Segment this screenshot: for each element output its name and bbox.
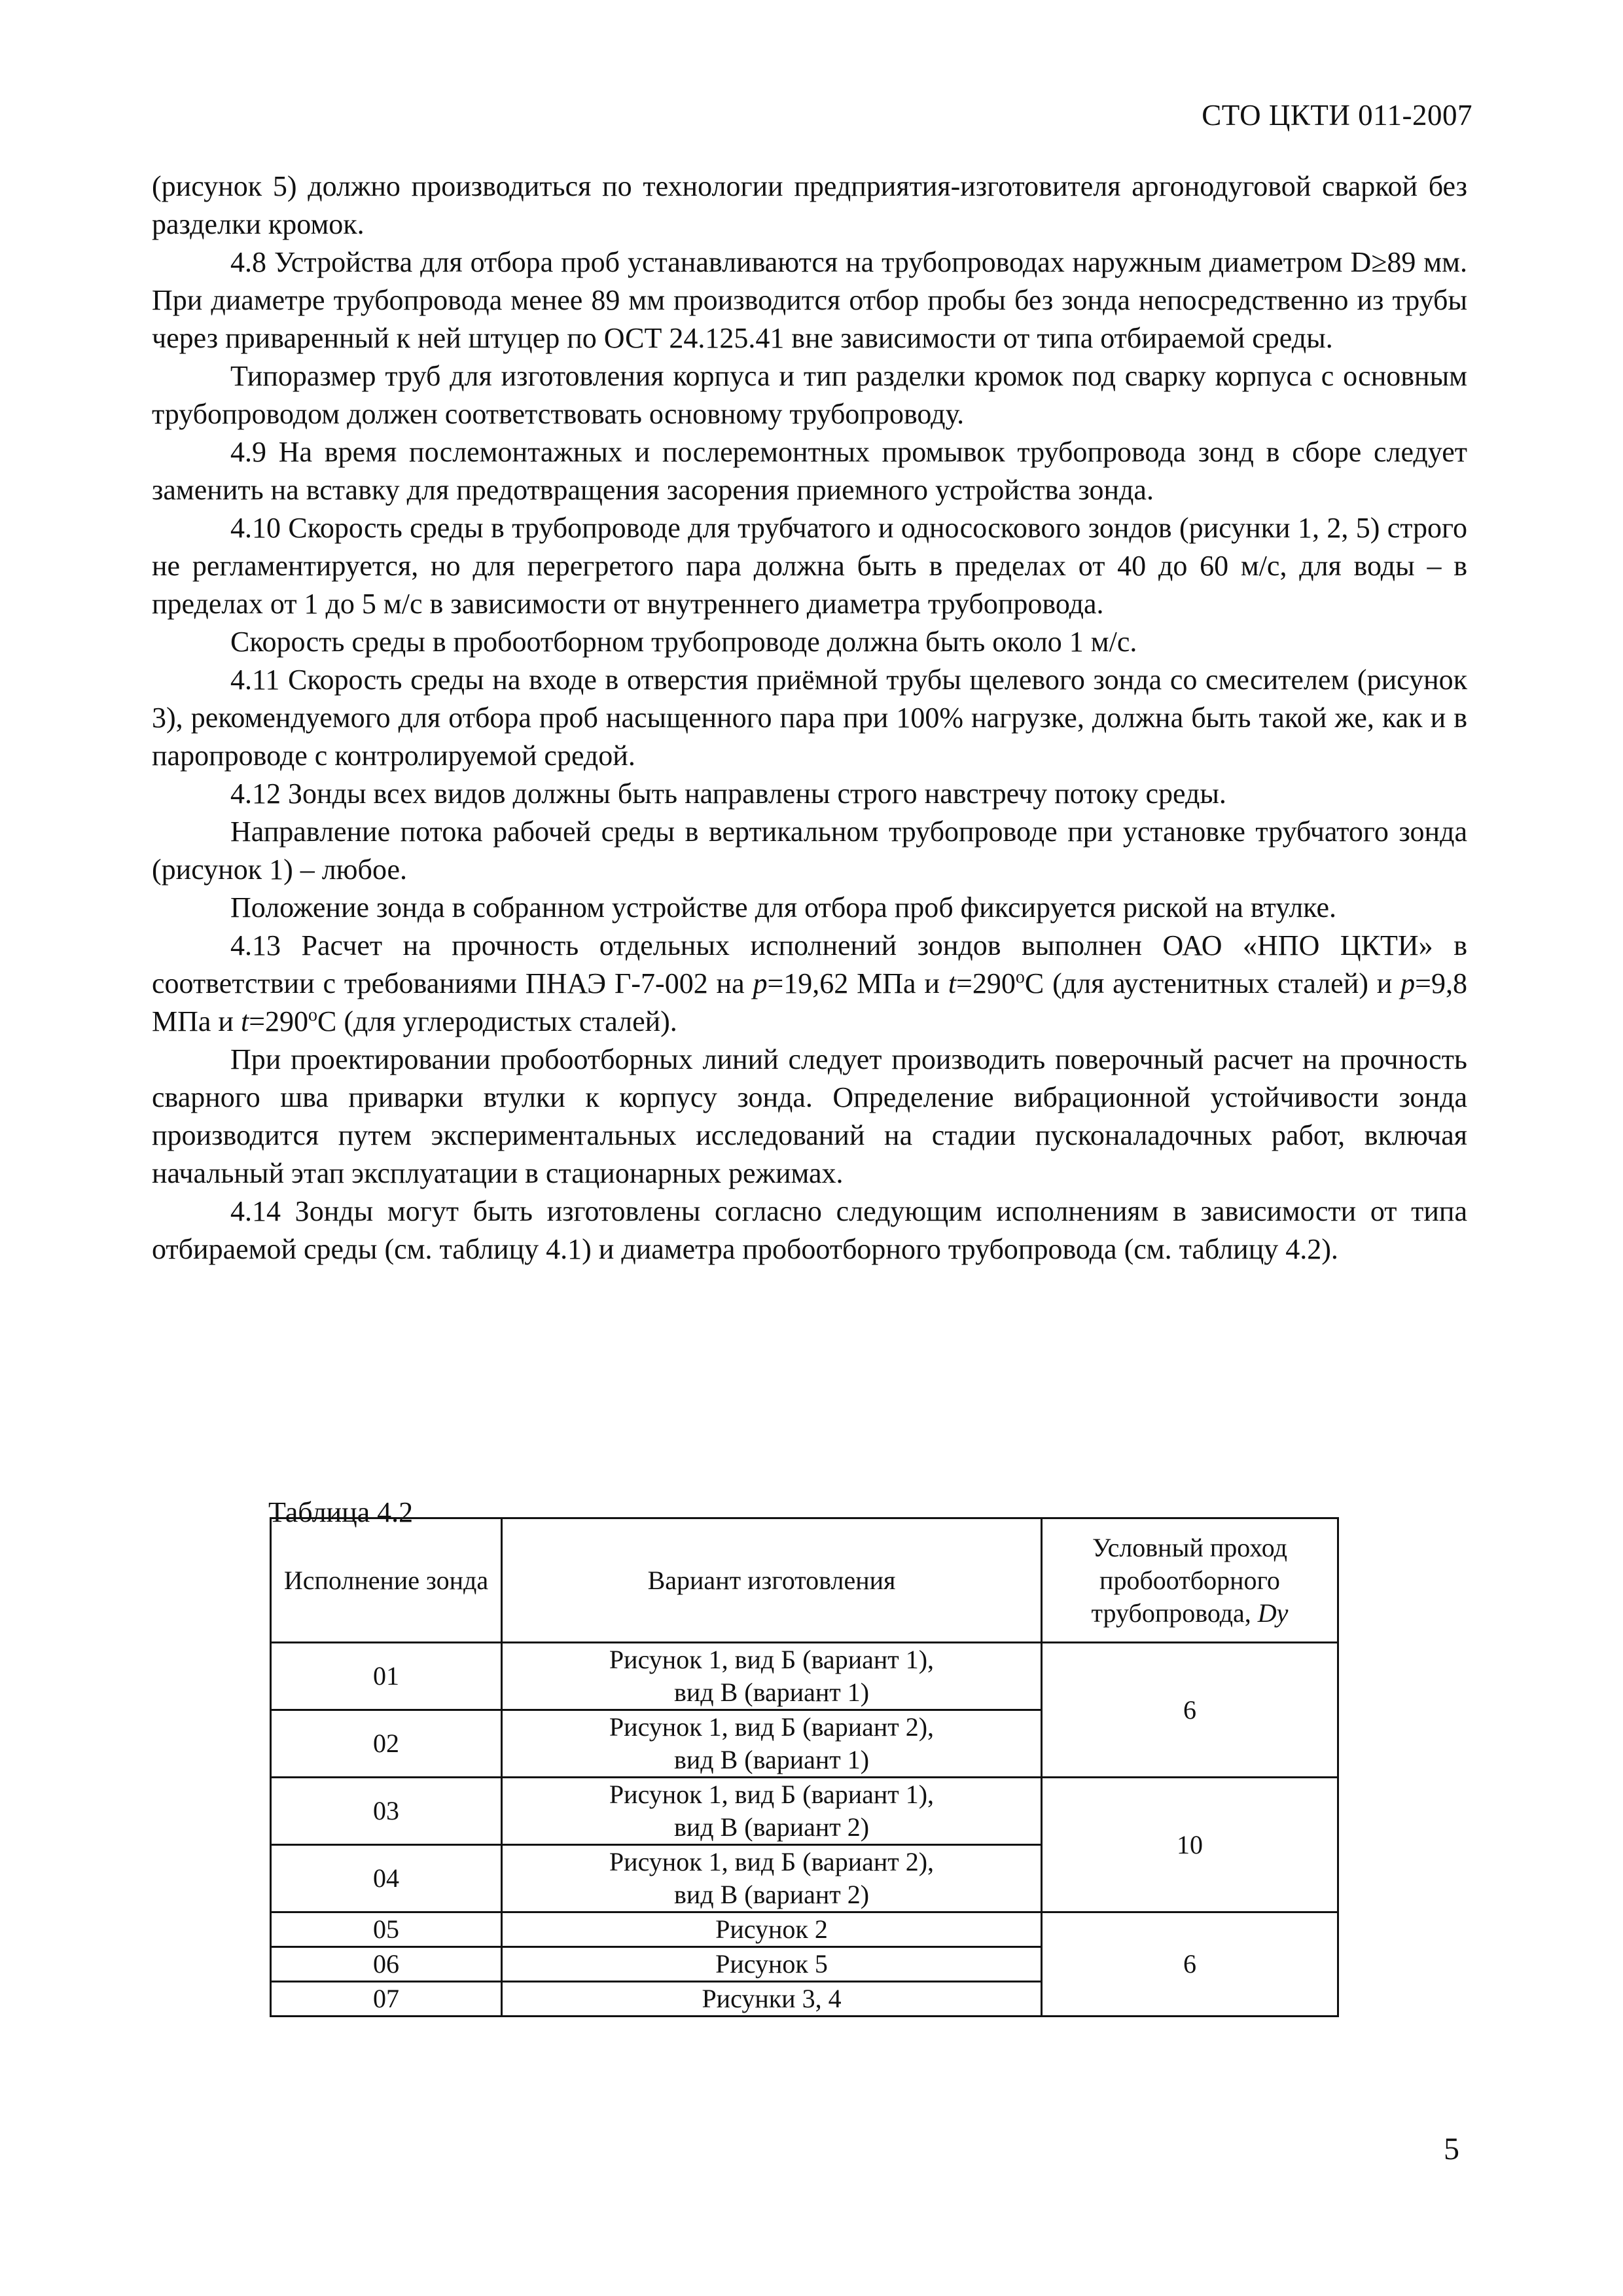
document-code: СТО ЦКТИ 011-2007 [1202,99,1472,132]
paragraph-continuation: (рисунок 5) должно производиться по технологии предприятия-изготовителя аргонодуговой сваркой без разделки кромок. [152,170,1467,240]
table-4-2 [270,1517,1339,2017]
paragraph-4-12: 4.12 Зонды всех видов должны быть направлены строго навстречу потоку среды. [230,778,1226,810]
paragraph-probe-position: Положение зонда в собранном устройстве для отбора проб фиксируется риской на втулке. [230,891,1336,924]
cell-variant: Рисунки 3, 4 [502,1982,1042,2017]
paragraph-4-13: 4.13 Расчет на прочность отдельных исполнений зондов выполнен ОАО «НПО ЦКТИ» в соответствии с требованиями ПНАЭ Г-7-002 на p=19,62 МПа и $t=290^oС$ (для аустенитных сталей) и p=9,8 МПа и $t=290^oС$ (для углеродистых сталей). [152,929,1467,1037]
document-body [152,168,1467,1268]
cell-version: 05 [271,1912,502,1947]
cell-variant: Рисунок 2 [502,1912,1042,1947]
cell-variant: Рисунок 5 [502,1947,1042,1982]
table-caption: Таблица 4.2 [268,1496,414,1528]
page-number: 5 [1444,2132,1459,2166]
cell-variant: Рисунок 1, вид Б (вариант 1), вид В (вариант 1) [502,1643,1042,1710]
cell-dy-group-2: 10 [1042,1778,1338,1912]
cell-version: 04 [271,1845,502,1912]
header-probe-version: Исполнение зонда [271,1518,502,1643]
table-row [271,1912,1338,1947]
paragraph-4-10: 4.10 Скорость среды в трубопроводе для трубчатого и однососкового зондов (рисунки 1, 2, 5) строго не регламентируется, но для перегретого пара должна быть в пределах от 40 до 60 м/с, для воды – в пределах от 1 до 5 м/с в зависимости от внутреннего диаметра трубопровода. [152,512,1467,620]
cell-variant: Рисунок 1, вид Б (вариант 1), вид В (вариант 2) [502,1778,1042,1845]
paragraph-4-14: 4.14 Зонды могут быть изготовлены согласно следующим исполнениям в зависимости от типа отбираемой среды (см. таблицу 4.1) и диаметра пробоотборного трубопровода (см. таблицу 4.2). [152,1195,1467,1265]
paragraph-pipe-size: Типоразмер труб для изготовления корпуса и тип разделки кромок под сварку корпуса с основным трубопроводом должен соответствовать основному трубопроводу. [152,360,1467,430]
table-row [271,1778,1338,1845]
table-row [271,1643,1338,1710]
table-header-row [271,1518,1338,1643]
cell-dy-group-3: 6 [1042,1912,1338,2017]
header-nominal-bore: Условный проход пробоотборного трубопровода, Dy [1042,1518,1338,1643]
paragraph-sampling-speed: Скорость среды в пробоотборном трубопроводе должна быть около 1 м/с. [230,626,1137,658]
cell-version: 01 [271,1643,502,1710]
paragraph-4-11: 4.11 Скорость среды на входе в отверстия приёмной трубы щелевого зонда со смесителем (рисунок 3), рекомендуемого для отбора проб насыщенного пара при 100% нагрузке, должна быть такой же, как и в паропроводе с контролируемой средой. [152,664,1467,772]
cell-dy-group-1: 6 [1042,1643,1338,1778]
paragraph-4-8: 4.8 Устройства для отбора проб устанавливаются на трубопроводах наружным диаметром D≥89 мм. При диаметре трубопровода менее 89 мм производится отбор пробы без зонда непосредственно из трубы через приваренный к ней штуцер по ОСТ 24.125.41 вне зависимости от типа отбираемой среды. [152,246,1467,354]
paragraph-flow-direction: Направление потока рабочей среды в вертикальном трубопроводе при установке трубчатого зонда (рисунок 1) – любое. [152,816,1467,886]
header-variant: Вариант изготовления [502,1518,1042,1643]
cell-version: 03 [271,1778,502,1845]
cell-version: 07 [271,1982,502,2017]
cell-version: 06 [271,1947,502,1982]
cell-variant: Рисунок 1, вид Б (вариант 2), вид В (вариант 1) [502,1710,1042,1778]
cell-version: 02 [271,1710,502,1778]
paragraph-4-9: 4.9 На время послемонтажных и послеремонтных промывок трубопровода зонд в сборе следует заменить на вставку для предотвращения засорения приемного устройства зонда. [152,436,1467,506]
cell-variant: Рисунок 1, вид Б (вариант 2), вид В (вариант 2) [502,1845,1042,1912]
paragraph-design-check: При проектировании пробоотборных линий следует производить поверочный расчет на прочность сварного шва приварки втулки к корпусу зонда. Определение вибрационной устойчивости зонда производится путем экспериментальных исследований на стадии пусконаладочных работ, включая начальный этап эксплуатации в стационарных режимах. [152,1043,1467,1189]
